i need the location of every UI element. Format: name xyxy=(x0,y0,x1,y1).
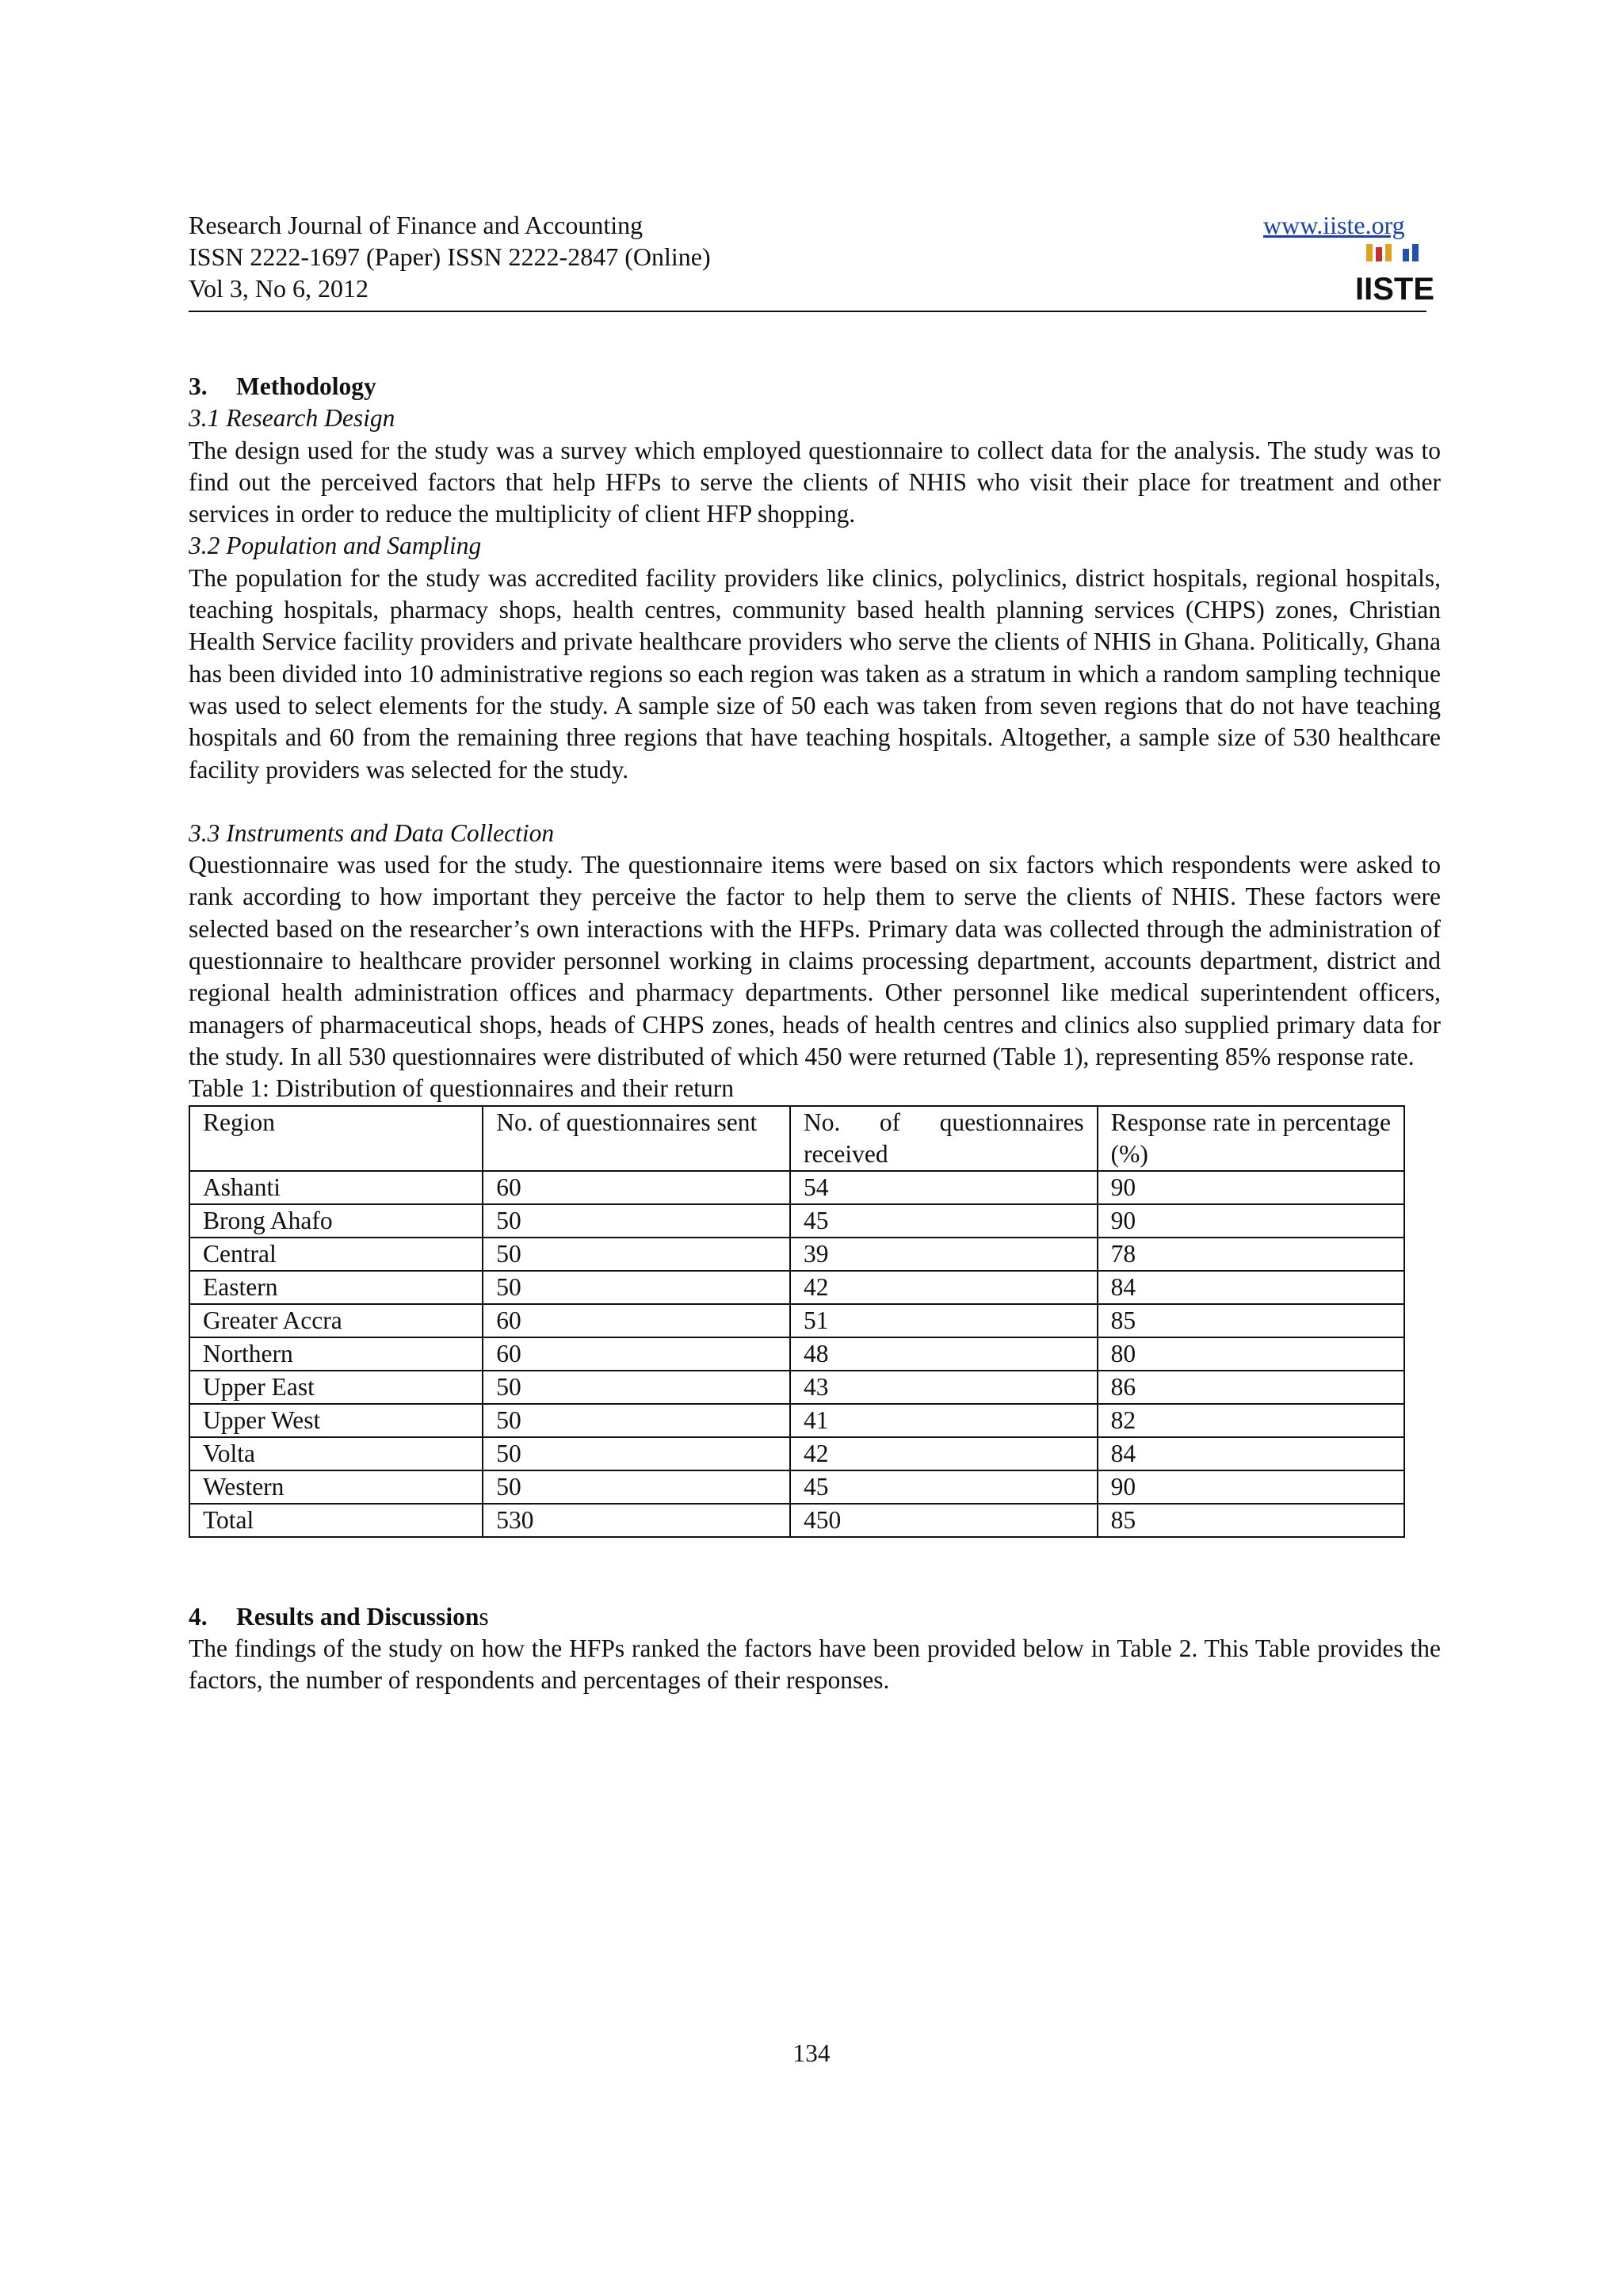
journal-url-link[interactable]: www.iiste.org xyxy=(1263,211,1405,239)
table-row xyxy=(189,1437,1404,1470)
section-heading-results: 4. Results and Discussions xyxy=(189,1602,489,1630)
iiste-logo xyxy=(1354,242,1435,309)
table-cell: 60 xyxy=(483,1171,790,1204)
page-number: 134 xyxy=(792,2039,831,2067)
page-content xyxy=(189,371,1441,1696)
table-row xyxy=(189,1304,1404,1337)
table-cell: 50 xyxy=(483,1437,790,1470)
issn-line: ISSN 2222-1697 (Paper) ISSN 2222-2847 (Online) xyxy=(189,242,711,271)
table-cell: Brong Ahafo xyxy=(189,1204,483,1238)
subsection-heading-research-design: 3.1 Research Design xyxy=(189,404,395,433)
volume-line: Vol 3, No 6, 2012 xyxy=(189,274,369,303)
table-cell: 50 xyxy=(483,1371,790,1404)
table-cell: 90 xyxy=(1098,1204,1404,1238)
table-cell: 54 xyxy=(790,1171,1098,1204)
table-row xyxy=(189,1337,1404,1371)
subsection-heading-instruments: 3.3 Instruments and Data Collection xyxy=(189,818,555,847)
table-cell: Total xyxy=(189,1504,483,1537)
table-cell: 85 xyxy=(1098,1304,1404,1337)
table-caption: Table 1: Distribution of questionnaires and their return xyxy=(189,1074,735,1103)
table-cell: 43 xyxy=(790,1371,1098,1404)
header-divider xyxy=(189,311,1426,312)
table-cell: 45 xyxy=(790,1204,1098,1238)
table-cell: 84 xyxy=(1098,1437,1404,1470)
subsection-heading-population-sampling: 3.2 Population and Sampling xyxy=(189,532,482,560)
table-cell: Northern xyxy=(189,1337,483,1371)
section-heading-methodology: 3. Methodology xyxy=(189,372,376,400)
table-cell: 50 xyxy=(483,1271,790,1304)
table-cell: Ashanti xyxy=(189,1171,483,1204)
table-cell: 82 xyxy=(1098,1404,1404,1437)
table-row xyxy=(189,1204,1404,1238)
questionnaire-distribution-table xyxy=(189,1105,1405,1538)
table-cell: 50 xyxy=(483,1204,790,1238)
table-row xyxy=(189,1238,1404,1271)
table-cell: 41 xyxy=(790,1404,1098,1437)
table-row xyxy=(189,1171,1404,1204)
table-cell: 60 xyxy=(483,1337,790,1371)
table-cell: 86 xyxy=(1098,1371,1404,1404)
table-cell: 84 xyxy=(1098,1271,1404,1304)
table-cell: 42 xyxy=(790,1271,1098,1304)
population-sampling-paragraph: The population for the study was accredited facility providers like clinics, polyclinics, district hospitals, regional hospitals, teaching hospitals, pharmacy shops, health centres, community based health planning services (CHPS) zones, Christian Health Service facility providers and private healthcare providers who serve the clients of NHIS in Ghana. Politically, Ghana has been divided into 10 administrative regions so each region was taken as a stratum in which a random sampling technique was used to select elements for the study. A sample size of 50 each was taken from seven regions that do not have teaching hospitals and 60 from the remaining three regions that have teaching hospitals. Altogether, a sample size of 530 healthcare facility providers was selected for the study. xyxy=(189,563,1441,784)
table-row xyxy=(189,1404,1404,1437)
table-cell: Central xyxy=(189,1238,483,1271)
table-row xyxy=(189,1470,1404,1504)
table-cell: 50 xyxy=(483,1404,790,1437)
page-header xyxy=(189,209,1426,304)
header-cell: No. of questionnaires sent xyxy=(483,1106,790,1171)
table-header-row xyxy=(189,1106,1404,1171)
table-cell: Upper West xyxy=(189,1404,483,1437)
table-cell: 50 xyxy=(483,1238,790,1271)
table-cell: 48 xyxy=(790,1337,1098,1371)
header-cell: No. of questionnaires received xyxy=(790,1106,1098,1171)
table-cell: 60 xyxy=(483,1304,790,1337)
instruments-paragraph: Questionnaire was used for the study. The questionnaire items were based on six factors which respondents were asked to rank according to how important they perceive the factor to help them to serve the clients of NHIS. These factors were selected based on the researcher’s own interactions with the HFPs. Primary data was collected through the administration of questionnaire to healthcare provider personnel working in claims processing department, accounts department, district and regional health administration offices and pharmacy departments. Other personnel like medical superintendent officers, managers of pharmaceutical shops, heads of CHPS zones, heads of health centres and clinics also supplied primary data for the study. In all 530 questionnaires were distributed of which 450 were returned (Table 1), representing 85% response rate. xyxy=(189,851,1441,1070)
table-cell: 50 xyxy=(483,1470,790,1504)
research-design-paragraph: The design used for the study was a survey which employed questionnaire to collect data for the analysis. The study was to find out the perceived factors that help HFPs to serve the clients of NHIS who visit their place for treatment and other services in order to reduce the multiplicity of client HFP shopping. xyxy=(189,436,1441,528)
logo-text: IISTE xyxy=(1354,272,1435,307)
table-cell: 51 xyxy=(790,1304,1098,1337)
table-cell: Western xyxy=(189,1470,483,1504)
table-cell: Upper East xyxy=(189,1371,483,1404)
table-cell: 530 xyxy=(483,1504,790,1537)
table-cell: 450 xyxy=(790,1504,1098,1537)
table-cell: Eastern xyxy=(189,1271,483,1304)
table-cell: 85 xyxy=(1098,1504,1404,1537)
header-cell: Region xyxy=(189,1106,483,1171)
results-paragraph: The findings of the study on how the HFPs ranked the factors have been provided below in Table 2. This Table provides the factors, the number of respondents and percentages of their responses. xyxy=(189,1634,1441,1695)
table-cell: 78 xyxy=(1098,1238,1404,1271)
table-cell: 80 xyxy=(1098,1337,1404,1371)
table-cell: 39 xyxy=(790,1238,1098,1271)
table-cell: 45 xyxy=(790,1470,1098,1504)
table-row xyxy=(189,1271,1404,1304)
table-cell: Volta xyxy=(189,1437,483,1470)
header-cell: Response rate in percentage (%) xyxy=(1098,1106,1404,1171)
table-cell: 90 xyxy=(1098,1171,1404,1204)
table-cell: 42 xyxy=(790,1437,1098,1470)
table-row-total xyxy=(189,1504,1404,1537)
table-cell: 90 xyxy=(1098,1470,1404,1504)
journal-title: Research Journal of Finance and Accounting xyxy=(189,211,643,239)
table-cell: Greater Accra xyxy=(189,1304,483,1337)
table-row xyxy=(189,1371,1404,1404)
